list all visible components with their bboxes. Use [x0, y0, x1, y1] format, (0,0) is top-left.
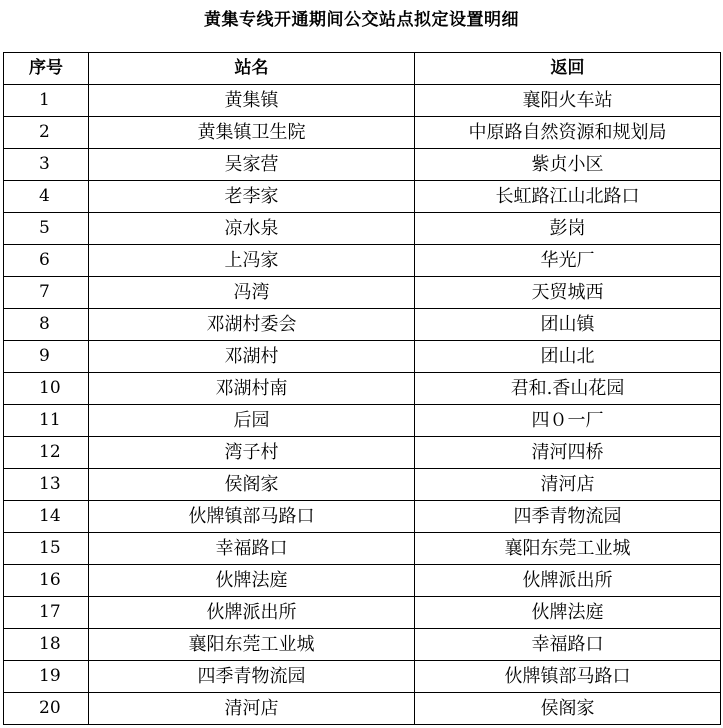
row-number-cell: 3 — [4, 149, 89, 181]
table-row — [4, 245, 721, 277]
row-number-cell: 4 — [4, 181, 89, 213]
station-cell: 侯阁家 — [89, 469, 415, 501]
station-cell: 邓湖村南 — [89, 373, 415, 405]
row-number-cell: 8 — [4, 309, 89, 341]
return-station-cell: 伙牌镇部马路口 — [415, 661, 721, 693]
station-cell: 黄集镇卫生院 — [89, 117, 415, 149]
station-cell: 凉水泉 — [89, 213, 415, 245]
table-row — [4, 501, 721, 533]
table-row — [4, 469, 721, 501]
bus-stop-table — [3, 52, 721, 725]
station-cell: 邓湖村 — [89, 341, 415, 373]
header-station: 站名 — [89, 53, 415, 85]
station-cell: 湾子村 — [89, 437, 415, 469]
table-row — [4, 597, 721, 629]
station-cell: 幸福路口 — [89, 533, 415, 565]
station-cell: 清河店 — [89, 693, 415, 725]
header-return: 返回 — [415, 53, 721, 85]
row-number-cell: 7 — [4, 277, 89, 309]
station-cell: 冯湾 — [89, 277, 415, 309]
table-row — [4, 405, 721, 437]
table-row — [4, 85, 721, 117]
station-cell: 后园 — [89, 405, 415, 437]
station-cell: 黄集镇 — [89, 85, 415, 117]
return-station-cell: 君和.香山花园 — [415, 373, 721, 405]
return-station-cell: 长虹路江山北路口 — [415, 181, 721, 213]
station-cell: 伙牌镇部马路口 — [89, 501, 415, 533]
table-row — [4, 437, 721, 469]
return-station-cell: 伙牌法庭 — [415, 597, 721, 629]
row-number-cell: 5 — [4, 213, 89, 245]
row-number-cell: 16 — [4, 565, 89, 597]
row-number-cell: 10 — [4, 373, 89, 405]
row-number-cell: 2 — [4, 117, 89, 149]
row-number-cell: 15 — [4, 533, 89, 565]
table-row — [4, 373, 721, 405]
row-number-cell: 20 — [4, 693, 89, 725]
header-row — [4, 53, 721, 85]
row-number-cell: 18 — [4, 629, 89, 661]
return-station-cell: 华光厂 — [415, 245, 721, 277]
return-station-cell: 彭岗 — [415, 213, 721, 245]
header-no: 序号 — [4, 53, 89, 85]
station-cell: 襄阳东莞工业城 — [89, 629, 415, 661]
row-number-cell: 12 — [4, 437, 89, 469]
row-number-cell: 13 — [4, 469, 89, 501]
return-station-cell: 伙牌派出所 — [415, 565, 721, 597]
station-cell: 邓湖村委会 — [89, 309, 415, 341]
table-row — [4, 693, 721, 725]
station-cell: 吴家营 — [89, 149, 415, 181]
table-row — [4, 661, 721, 693]
station-cell: 四季青物流园 — [89, 661, 415, 693]
return-station-cell: 幸福路口 — [415, 629, 721, 661]
table-row — [4, 533, 721, 565]
table-row — [4, 117, 721, 149]
return-station-cell: 团山镇 — [415, 309, 721, 341]
return-station-cell: 清河店 — [415, 469, 721, 501]
row-number-cell: 9 — [4, 341, 89, 373]
table-row — [4, 213, 721, 245]
return-station-cell: 四０一厂 — [415, 405, 721, 437]
row-number-cell: 6 — [4, 245, 89, 277]
table-row — [4, 565, 721, 597]
row-number-cell: 1 — [4, 85, 89, 117]
document-title: 黄集专线开通期间公交站点拟定设置明细 — [204, 10, 519, 30]
row-number-cell: 11 — [4, 405, 89, 437]
return-station-cell: 四季青物流园 — [415, 501, 721, 533]
row-number-cell: 14 — [4, 501, 89, 533]
table-row — [4, 181, 721, 213]
return-station-cell: 襄阳东莞工业城 — [415, 533, 721, 565]
return-station-cell: 清河四桥 — [415, 437, 721, 469]
station-cell: 伙牌法庭 — [89, 565, 415, 597]
return-station-cell: 紫贞小区 — [415, 149, 721, 181]
table-row — [4, 277, 721, 309]
row-number-cell: 17 — [4, 597, 89, 629]
row-number-cell: 19 — [4, 661, 89, 693]
station-cell: 老李家 — [89, 181, 415, 213]
return-station-cell: 侯阁家 — [415, 693, 721, 725]
table-body — [4, 85, 721, 725]
station-cell: 上冯家 — [89, 245, 415, 277]
return-station-cell: 中原路自然资源和规划局 — [415, 117, 721, 149]
return-station-cell: 团山北 — [415, 341, 721, 373]
table-row — [4, 629, 721, 661]
table-row — [4, 149, 721, 181]
station-cell: 伙牌派出所 — [89, 597, 415, 629]
table-header — [4, 53, 721, 85]
return-station-cell: 襄阳火车站 — [415, 85, 721, 117]
table-row — [4, 341, 721, 373]
table-row — [4, 309, 721, 341]
return-station-cell: 天贸城西 — [415, 277, 721, 309]
